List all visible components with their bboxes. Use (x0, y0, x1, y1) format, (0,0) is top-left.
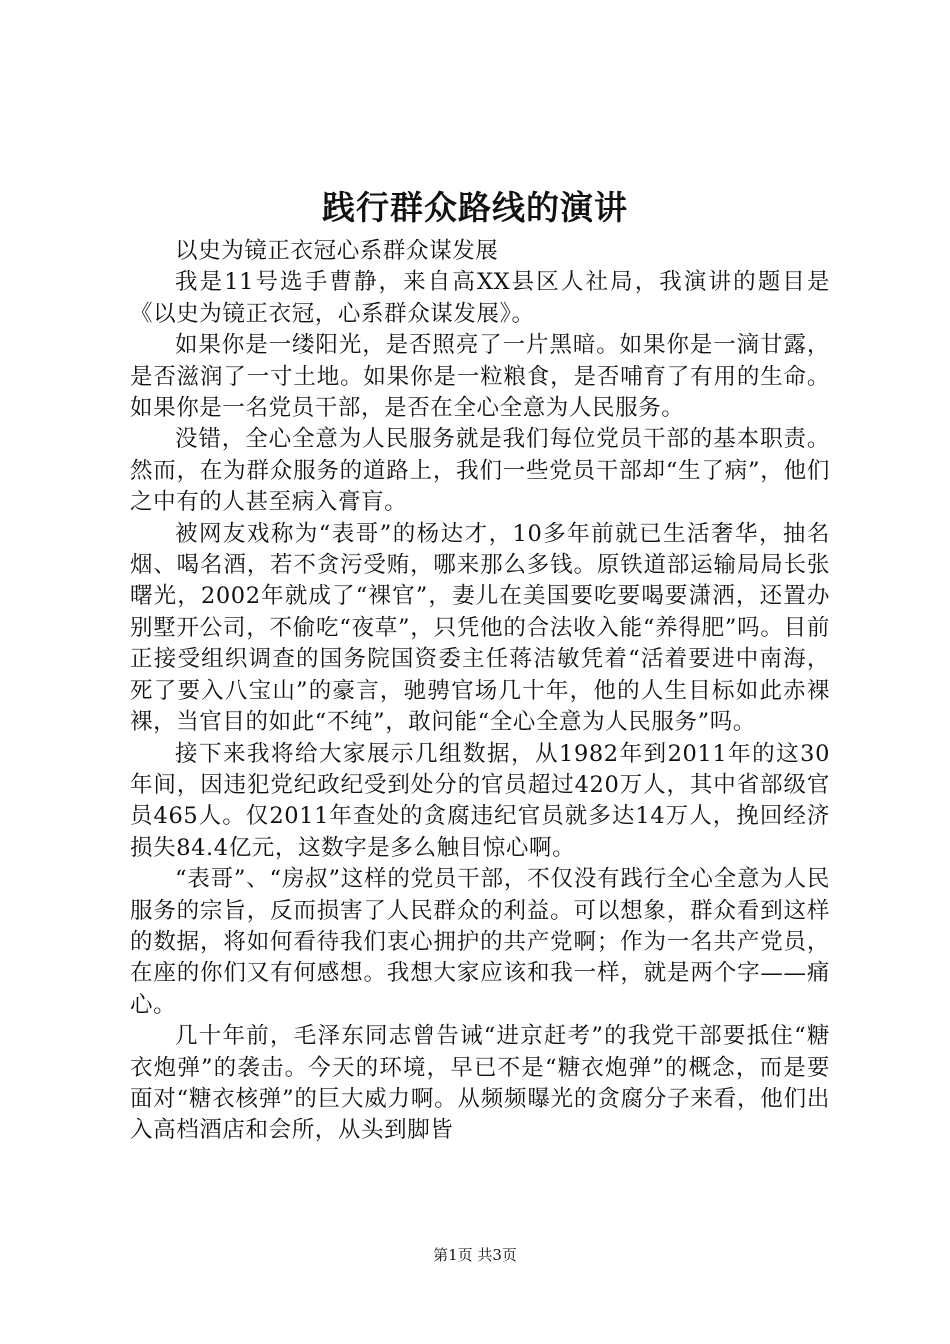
paragraph: 接下来我将给大家展示几组数据，从1982年到2011年的这30年间，因违犯党纪政纪受到处分的官员超过420万人，其中省部级官员465人。仅2011年查处的贪腐违纪官员就多达14万人，挽回经济损失84.4亿元，这数字是多么触目惊心啊。 (130, 740, 830, 861)
paragraph: 被网友戏称为“表哥”的杨达才，10多年前就已生活奢华，抽名烟、喝名酒，若不贪污受贿，哪来那么多钱。原铁道部运输局局长张曙光，2002年就成了“裸官”，妻儿在美国要吃要喝要潇洒，还置办别墅开公司，不偷吃“夜草”，只凭他的合法收入能“养得肥”吗。目前正接受组织调查的国务院国资委主任蒋洁敏凭着“活着要进中南海，死了要入八宝山”的豪言，驰骋官场几十年，他的人生目标如此赤裸裸，当官目的如此“不纯”，敢问能“全心全意为人民服务”吗。 (130, 520, 830, 736)
document-body (130, 236, 830, 1147)
paragraph: 几十年前，毛泽东同志曾告诫“进京赶考”的我党干部要抵住“糖衣炮弹”的袭击。今天的环境，早已不是“糖衣炮弹”的概念，而是要面对“糖衣核弹”的巨大威力啊。从频频曝光的贪腐分子来看，他们出入高档酒店和会所，从头到脚皆 (130, 1023, 830, 1144)
paragraph: “表哥”、“房叔”这样的党员干部，不仅没有践行全心全意为人民服务的宗旨，反而损害了人民群众的利益。可以想象，群众看到这样的数据，将如何看待我们衷心拥护的共产党啊；作为一名共产党员，在座的你们又有何感想。我想大家应该和我一样，就是两个字——痛心。 (130, 866, 830, 1018)
paragraph: 如果你是一缕阳光，是否照亮了一片黑暗。如果你是一滴甘露，是否滋润了一寸土地。如果你是一粒粮食，是否哺育了有用的生命。如果你是一名党员干部，是否在全心全意为人民服务。 (130, 332, 830, 422)
paragraph: 没错，全心全意为人民服务就是我们每位党员干部的基本职责。然而，在为群众服务的道路上，我们一些党员干部却“生了病”，他们之中有的人甚至病入膏肓。 (130, 426, 830, 516)
paragraph-subtitle: 以史为镜正衣冠心系群众谋发展 (175, 238, 499, 264)
page-number-footer: 第1页 共3页 (433, 1246, 517, 1264)
paragraph-intro: 我是11号选手曹静，来自高XX县区人社局，我演讲的题目是《以史为镜正衣冠，心系群众谋发展》。 (130, 269, 830, 327)
document-title: 践行群众路线的演讲 (322, 188, 628, 227)
